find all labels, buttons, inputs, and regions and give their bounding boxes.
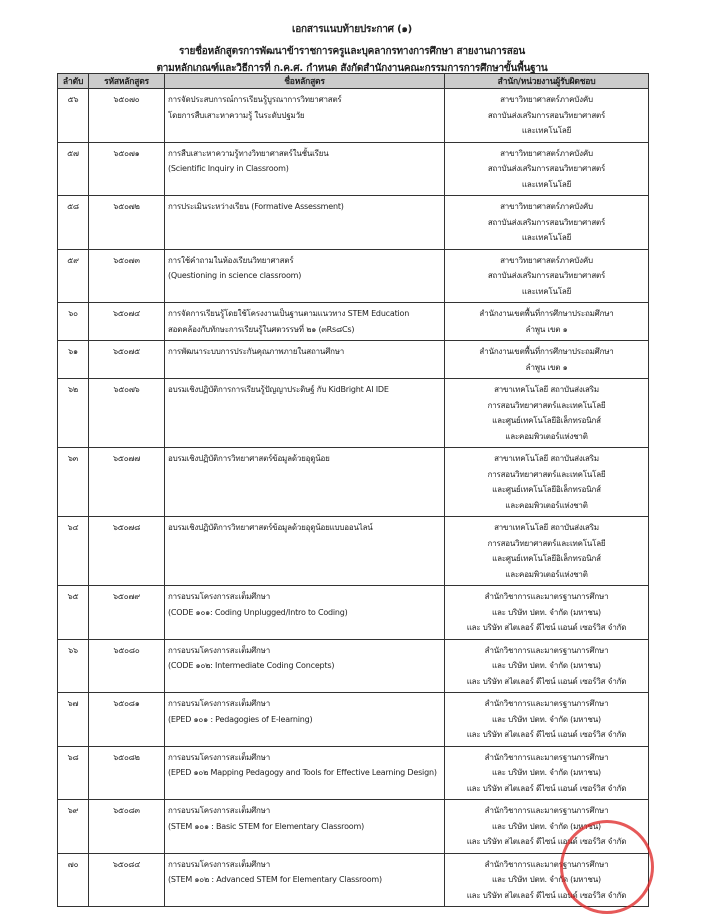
org-line: สำนักงานเขตพื้นที่การศึกษาประถมศึกษา xyxy=(479,309,614,318)
org-line: สถาบันส่งเสริมการสอนวิทยาศาสตร์ xyxy=(487,164,606,173)
row-code xyxy=(89,517,165,586)
row-no xyxy=(58,303,89,341)
org-line: การสอนวิทยาศาสตร์และเทคโนโลยี xyxy=(487,538,606,548)
row-no-text: ๕๘ xyxy=(67,202,79,211)
org-line: สาขาวิทยาศาสตร์ภาคบังคับ xyxy=(500,95,593,104)
document-subtitle-1: รายชื่อหลักสูตรการพัฒนาข้าราชการครูและบุคลากรทางการศึกษา สายงานการสอน xyxy=(178,46,526,57)
row-code xyxy=(89,303,165,341)
row-no xyxy=(58,746,89,800)
row-code xyxy=(89,89,165,143)
org-line: สำนักวิชาการและมาตรฐานการศึกษา xyxy=(484,645,609,655)
row-name xyxy=(165,517,445,586)
row-code xyxy=(89,341,165,379)
row-code xyxy=(89,639,165,693)
org-line: และเทคโนโลยี xyxy=(521,233,572,242)
table-row xyxy=(58,249,649,303)
row-code-text: ๖๕๐๗๗ xyxy=(112,454,141,463)
org-line: สำนักงานเขตพื้นที่การศึกษาประถมศึกษา xyxy=(479,347,614,356)
row-no-text: ๖๘ xyxy=(67,752,79,762)
org-line: และ บริษัท ปตท. จำกัด (มหาชน) xyxy=(492,875,601,884)
row-code xyxy=(89,379,165,448)
row-code xyxy=(89,249,165,303)
row-code xyxy=(89,448,165,517)
row-org xyxy=(445,693,649,747)
org-line: และ บริษัท สไตเลอร์ ดีไซน์ แอนด์ เซอร์วิส จำกัด xyxy=(466,623,627,632)
row-org xyxy=(445,249,649,303)
row-no xyxy=(58,853,89,907)
row-name xyxy=(165,639,445,693)
course-name-line: การอบรมโครงการสะเต็มศึกษา xyxy=(168,752,271,762)
row-no-text: ๖๖ xyxy=(68,645,78,655)
row-code xyxy=(89,586,165,640)
org-line: และเทคโนโลยี xyxy=(521,126,572,135)
row-no-text: ๖๐ xyxy=(68,309,78,318)
row-name xyxy=(165,693,445,747)
org-line: สาขาวิทยาศาสตร์ภาคบังคับ xyxy=(500,255,593,265)
row-code xyxy=(89,693,165,747)
org-line: และ บริษัท สไตเลอร์ ดีไซน์ แอนด์ เซอร์วิส จำกัด xyxy=(466,837,627,846)
row-org xyxy=(445,379,649,448)
header-name: ชื่อหลักสูตร xyxy=(165,74,445,89)
course-name-line: อบรมเชิงปฏิบัติการการเรียนรู้ปัญญาประดิษฐ์ กับ KidBright AI IDE xyxy=(168,385,389,394)
org-line: และเทคโนโลยี xyxy=(521,286,572,296)
org-line: สำนักวิชาการและมาตรฐานการศึกษา xyxy=(484,699,609,708)
org-line: การสอนวิทยาศาสตร์และเทคโนโลยี xyxy=(487,469,606,479)
document-subtitle-2: ตามหลักเกณฑ์และวิธีการที่ ก.ค.ศ. กำหนด สังกัดสำนักงานคณะกรรมการการศึกษาขั้นพื้นฐาน xyxy=(156,63,548,74)
course-name-line: (Scientific Inquiry in Classroom) xyxy=(168,164,289,173)
course-name-line: การอบรมโครงการสะเต็มศึกษา xyxy=(168,699,271,708)
header-no: ลำดับ xyxy=(58,74,89,89)
row-code xyxy=(89,853,165,907)
table-row xyxy=(58,586,649,640)
org-line: สำนักวิชาการและมาตรฐานการศึกษา xyxy=(484,592,609,601)
course-name-line: การประเมินระหว่างเรียน (Formative Assessment) xyxy=(168,202,344,211)
row-code-text: ๖๕๐๗๙ xyxy=(113,592,140,601)
row-no xyxy=(58,341,89,379)
org-line: สำนักวิชาการและมาตรฐานการศึกษา xyxy=(484,859,609,869)
org-line: และ บริษัท สไตเลอร์ ดีไซน์ แอนด์ เซอร์วิส จำกัด xyxy=(466,676,627,686)
row-no-text: ๕๖ xyxy=(67,95,79,104)
row-name xyxy=(165,142,445,196)
org-line: และเทคโนโลยี xyxy=(521,179,572,189)
row-no xyxy=(58,693,89,747)
row-name xyxy=(165,746,445,800)
org-line: และ บริษัท ปตท. จำกัด (มหาชน) xyxy=(492,661,601,670)
row-name xyxy=(165,379,445,448)
course-name-line: (EPED ๑๐๒ Mapping Pedagogy and Tools for Effective Learning Design) xyxy=(168,768,437,777)
header-org: สำนัก/หน่วยงานผู้รับผิดชอบ xyxy=(445,74,649,89)
table-row xyxy=(58,639,649,693)
course-name-line: การจัดประสบการณ์การเรียนรู้บูรณาการวิทยาศาสตร์ xyxy=(168,95,342,104)
row-org xyxy=(445,586,649,640)
org-line: และคอมพิวเตอร์แห่งชาติ xyxy=(505,500,588,510)
row-code xyxy=(89,196,165,250)
row-no xyxy=(58,448,89,517)
row-code-text: ๖๕๐๗๒ xyxy=(113,202,140,211)
row-name xyxy=(165,586,445,640)
row-no xyxy=(58,196,89,250)
row-no-text: ๕๙ xyxy=(67,255,79,265)
row-org xyxy=(445,746,649,800)
table-row xyxy=(58,89,649,143)
document-title: เอกสารแนบท้ายประกาศ (๑) xyxy=(292,24,412,35)
row-code-text: ๖๕๐๗๕ xyxy=(112,347,141,356)
org-line: สาขาวิทยาศาสตร์ภาคบังคับ xyxy=(500,202,593,211)
org-line: สถาบันส่งเสริมการสอนวิทยาศาสตร์ xyxy=(487,110,606,120)
row-name xyxy=(165,89,445,143)
row-name xyxy=(165,196,445,250)
row-no xyxy=(58,89,89,143)
course-table xyxy=(57,73,649,907)
course-name-line: (STEM ๑๐๑ : Basic STEM for Elementary Classroom) xyxy=(168,821,364,831)
row-name xyxy=(165,800,445,854)
row-no xyxy=(58,142,89,196)
org-line: และ บริษัท ปตท. จำกัด (มหาชน) xyxy=(492,768,601,777)
course-name-line: การอบรมโครงการสะเต็มศึกษา xyxy=(168,806,271,815)
org-line: ลำพูน เขต ๑ xyxy=(525,324,568,334)
header-code: รหัสหลักสูตร xyxy=(89,74,165,89)
course-name-line: การอบรมโครงการสะเต็มศึกษา xyxy=(168,859,271,869)
row-org xyxy=(445,196,649,250)
row-org xyxy=(445,448,649,517)
row-code-text: ๖๕๐๘๐ xyxy=(113,645,140,655)
org-line: และศูนย์เทคโนโลยีอิเล็กทรอนิกส์ xyxy=(492,416,601,425)
org-line: และ บริษัท ปตท. จำกัด (มหาชน) xyxy=(492,714,601,724)
org-line: และคอมพิวเตอร์แห่งชาติ xyxy=(505,569,588,579)
row-name xyxy=(165,249,445,303)
org-line: สถาบันส่งเสริมการสอนวิทยาศาสตร์ xyxy=(487,271,606,280)
row-no-text: ๖๔ xyxy=(67,523,79,532)
table-row xyxy=(58,196,649,250)
row-org xyxy=(445,639,649,693)
org-line: สาขาเทคโนโลยี สถาบันส่งเสริม xyxy=(494,523,599,532)
row-no-text: ๖๙ xyxy=(67,806,79,815)
org-line: และ บริษัท สไตเลอร์ ดีไซน์ แอนด์ เซอร์วิส จำกัด xyxy=(466,890,627,900)
row-no-text: ๖๗ xyxy=(67,699,79,708)
org-line: สำนักวิชาการและมาตรฐานการศึกษา xyxy=(484,806,609,815)
row-code-text: ๖๕๐๗๑ xyxy=(113,148,140,158)
org-line: และคอมพิวเตอร์แห่งชาติ xyxy=(505,431,588,441)
row-no xyxy=(58,639,89,693)
course-name-line: (CODE ๑๐๑: Coding Unplugged/Intro to Coding) xyxy=(168,607,348,617)
row-org xyxy=(445,517,649,586)
row-code xyxy=(89,746,165,800)
row-org xyxy=(445,89,649,143)
row-org xyxy=(445,303,649,341)
row-no-text: ๗๐ xyxy=(67,859,79,869)
table-row xyxy=(58,379,649,448)
row-no-text: ๖๕ xyxy=(67,592,79,601)
org-line: และ บริษัท สไตเลอร์ ดีไซน์ แอนด์ เซอร์วิส จำกัด xyxy=(466,783,627,793)
row-no xyxy=(58,379,89,448)
row-code-text: ๖๕๐๘๔ xyxy=(112,859,141,869)
org-line: สาขาเทคโนโลยี สถาบันส่งเสริม xyxy=(494,385,599,394)
row-no-text: ๕๗ xyxy=(67,148,79,158)
course-name-line: อบรมเชิงปฏิบัติการวิทยาศาสตร์ข้อมูลด้วยอุดูน้อยแบบออนไลน์ xyxy=(168,523,373,532)
row-code-text: ๖๕๐๗๘ xyxy=(112,523,141,532)
org-line: สาขาวิทยาศาสตร์ภาคบังคับ xyxy=(500,148,593,158)
row-no-text: ๖๓ xyxy=(67,454,79,463)
course-name-line: (STEM ๑๐๒ : Advanced STEM for Elementary Classroom) xyxy=(168,875,382,884)
org-line: และ บริษัท ปตท. จำกัด (มหาชน) xyxy=(492,607,601,617)
org-line: ลำพูน เขต ๑ xyxy=(525,362,568,372)
table-row xyxy=(58,303,649,341)
table-row xyxy=(58,693,649,747)
row-code-text: ๖๕๐๗๔ xyxy=(112,309,141,318)
row-name xyxy=(165,448,445,517)
row-code-text: ๖๕๐๘๓ xyxy=(113,806,140,815)
row-name xyxy=(165,853,445,907)
row-code xyxy=(89,142,165,196)
table-row xyxy=(58,746,649,800)
course-name-line: (EPED ๑๐๑ : Pedagogies of E-learning) xyxy=(168,714,313,724)
row-no-text: ๖๑ xyxy=(68,347,78,356)
row-org xyxy=(445,341,649,379)
org-line: และศูนย์เทคโนโลยีอิเล็กทรอนิกส์ xyxy=(492,485,601,494)
table-row xyxy=(58,800,649,854)
org-line: สาขาเทคโนโลยี สถาบันส่งเสริม xyxy=(494,454,599,463)
course-name-line: สอดคล้องกับทักษะการเรียนรู้ในศตวรรษที่ ๒๑ (๓Rs๘Cs) xyxy=(168,324,355,334)
org-line: และ บริษัท สไตเลอร์ ดีไซน์ แอนด์ เซอร์วิส จำกัด xyxy=(466,730,627,739)
course-name-line: การพัฒนาระบบการประกันคุณภาพภายในสถานศึกษา xyxy=(168,347,345,356)
table-row xyxy=(58,341,649,379)
row-no xyxy=(58,800,89,854)
course-name-line: โดยการสืบเสาะหาความรู้ ในระดับปฐมวัย xyxy=(168,110,305,120)
table-row xyxy=(58,142,649,196)
row-org xyxy=(445,142,649,196)
row-no xyxy=(58,586,89,640)
org-line: การสอนวิทยาศาสตร์และเทคโนโลยี xyxy=(487,400,606,410)
course-name-line: อบรมเชิงปฏิบัติการวิทยาศาสตร์ข้อมูลด้วยอุดูน้อย xyxy=(168,454,330,463)
org-line: สำนักวิชาการและมาตรฐานการศึกษา xyxy=(484,752,609,762)
row-code-text: ๖๕๐๗๓ xyxy=(113,255,140,265)
row-code xyxy=(89,800,165,854)
org-line: และ บริษัท ปตท. จำกัด (มหาชน) xyxy=(492,821,601,831)
row-no xyxy=(58,517,89,586)
row-code-text: ๖๕๐๗๖ xyxy=(113,385,140,394)
org-line: สถาบันส่งเสริมการสอนวิทยาศาสตร์ xyxy=(487,217,606,227)
course-name-line: การอบรมโครงการสะเต็มศึกษา xyxy=(168,592,271,601)
table-row xyxy=(58,448,649,517)
course-name-line: (CODE ๑๐๒: Intermediate Coding Concepts) xyxy=(168,661,335,670)
row-name xyxy=(165,303,445,341)
row-code-text: ๖๕๐๘๑ xyxy=(113,699,140,708)
table-row xyxy=(58,517,649,586)
row-code-text: ๖๕๐๗๐ xyxy=(113,95,140,104)
org-line: และศูนย์เทคโนโลยีอิเล็กทรอนิกส์ xyxy=(492,554,601,563)
course-name-line: การสืบเสาะหาความรู้ทางวิทยาศาสตร์ในชั้นเรียน xyxy=(168,148,329,158)
official-seal-stamp xyxy=(560,820,654,914)
row-code-text: ๖๕๐๘๒ xyxy=(113,752,140,762)
course-name-line: การอบรมโครงการสะเต็มศึกษา xyxy=(168,645,271,655)
row-name xyxy=(165,341,445,379)
course-name-line: การจัดการเรียนรู้โดยใช้โครงงานเป็นฐานตามแนวทาง STEM Education xyxy=(168,309,410,318)
course-name-line: (Questioning in science classroom) xyxy=(168,271,302,280)
row-no-text: ๖๒ xyxy=(68,385,78,394)
row-no xyxy=(58,249,89,303)
course-name-line: การใช้คำถามในห้องเรียนวิทยาศาสตร์ xyxy=(168,255,294,265)
